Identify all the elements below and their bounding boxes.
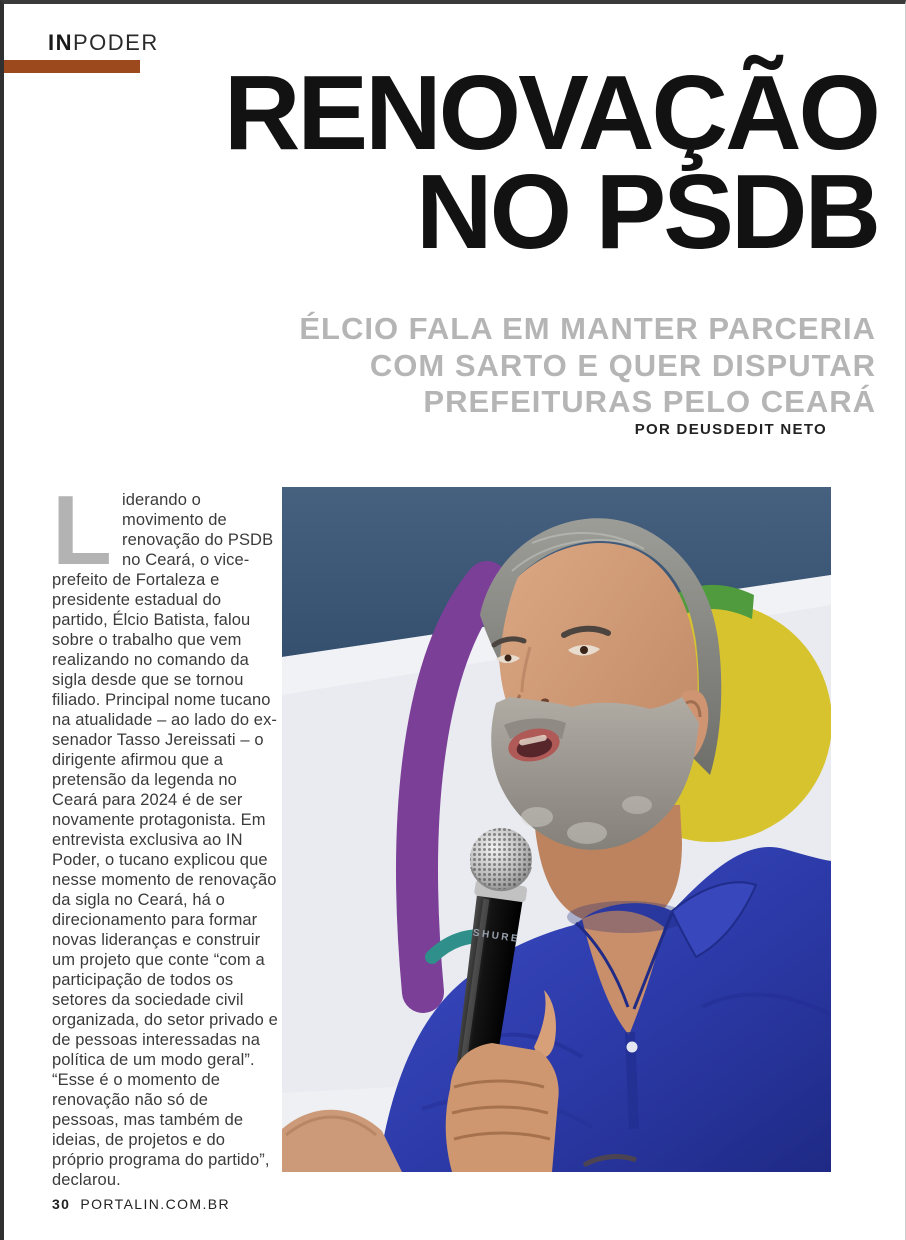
page-footer bbox=[52, 1196, 230, 1212]
headline bbox=[223, 54, 878, 271]
right-iris bbox=[580, 646, 588, 654]
headline-line1: RENOVAÇÃO bbox=[223, 54, 878, 172]
portrait-photo-illustration bbox=[282, 487, 831, 1172]
shirt-button bbox=[627, 1042, 638, 1053]
beard-highlight-2 bbox=[567, 822, 607, 844]
beard-highlight-3 bbox=[622, 796, 652, 814]
left-iris bbox=[505, 655, 512, 662]
section-label-regular: PODER bbox=[73, 30, 159, 55]
subheadline bbox=[299, 311, 876, 421]
section-label-bold: IN bbox=[48, 30, 73, 55]
section-label bbox=[48, 30, 159, 56]
page-number: 30 bbox=[52, 1196, 71, 1212]
subheadline-line1: ÉLCIO FALA EM MANTER PARCERIA bbox=[299, 311, 876, 346]
site-url: PORTALIN.COM.BR bbox=[80, 1196, 230, 1212]
headline-line2: NO PSDB bbox=[416, 152, 878, 271]
accent-bar bbox=[4, 60, 140, 73]
drop-cap: L bbox=[52, 490, 112, 585]
portrait-photo bbox=[282, 487, 831, 1172]
subheadline-line2: COM SARTO E QUER DISPUTAR bbox=[369, 347, 876, 383]
article-column bbox=[52, 490, 278, 1196]
mic-brand-label: SHURE bbox=[472, 927, 521, 946]
beard-highlight-1 bbox=[521, 807, 553, 827]
subheadline-line3: PREFEITURAS PELO CEARÁ bbox=[423, 384, 876, 420]
byline: POR DEUSDEDIT NETO bbox=[634, 421, 827, 438]
article-text: iderando o movimento de renovação do PSDB no Ceará, o vice-prefeito de Fortaleza e presidente estadual do partido, Élcio Batista, falou sobre o trabalho que vem realizando no comando da sigla desde que se tornou filiado. Principal nome tucano na atualidade – ao lado do ex-senador Tasso Jereissati – o dirigente afirmou que a pretensão da legenda no Ceará para 2024 é de ser novamente protagonista. Em entrevista exclusiva ao IN Poder, o tucano explicou que nesse momento de renovação da sigla no Ceará, há o direcionamento para formar novas lideranças e construir um projeto que conte “com a participação de todos os setores da sociedade civil organizada, do setor privado e de pessoas interessadas na política de um modo geral”. “Esse é o momento de renovação não só de pessoas, mas também de ideias, de projetos e do próprio programa do partido”, declarou. bbox=[52, 491, 278, 1189]
